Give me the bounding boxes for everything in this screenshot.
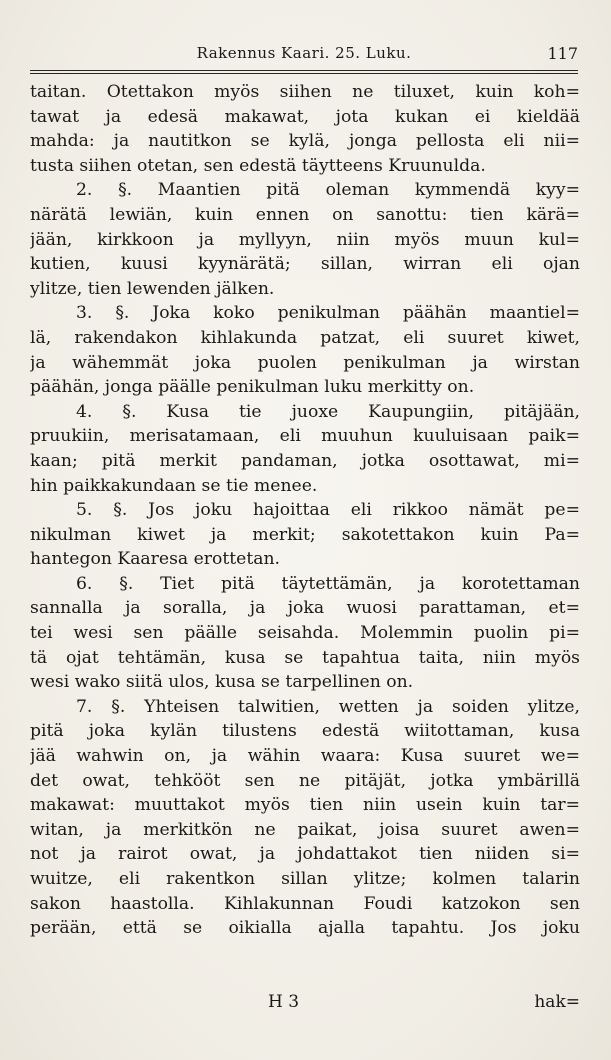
text-line: ylitze, tien lewenden jälken. — [30, 278, 275, 299]
paragraph-start-2: 2. §. Maantien pitä oleman kymmendä kyy= — [76, 180, 580, 201]
body-text — [30, 80, 580, 941]
text-line: taitan. Otettakon myös siihen ne tiluxet, kuin koh= — [30, 82, 580, 102]
text-line: sannalla ja soralla, ja joka wuosi parattaman, et= — [30, 598, 580, 619]
text-line: tusta siihen otetan, sen edestä täytteens Kruunulda. — [30, 155, 486, 176]
page-header — [30, 44, 578, 66]
text-line: ja wähemmät joka puolen penikulman ja wirstan — [30, 352, 580, 373]
catchword: hak= — [534, 992, 580, 1012]
text-line: witan, ja merkitkön ne paikat, joisa suuret awen= — [30, 819, 580, 840]
paragraph-start-6: 6. §. Tiet pitä täytettämän, ja korotettaman — [76, 573, 580, 594]
page-footer — [30, 992, 580, 1018]
text-line: jää wahwin on, ja wähin waara: Kusa suuret we= — [30, 746, 580, 767]
text-line: tä ojat tehtämän, kusa se tapahtua taita, niin myös — [30, 647, 580, 668]
paragraph-start-3: 3. §. Joka koko penikulman päähän maantiel= — [76, 303, 580, 324]
text-line: jään, kirkkoon ja myllyyn, niin myös muun kul= — [30, 229, 580, 250]
text-line: makawat: muuttakot myös tien niin usein kuin tar= — [30, 795, 580, 816]
text-line: tawat ja edesä makawat, jota kukan ei kieldää — [30, 106, 580, 127]
header-rule — [30, 70, 578, 71]
text-line: hin paikkakundaan se tie menee. — [30, 475, 318, 496]
text-line: päähän, jonga päälle penikulman luku merkitty on. — [30, 377, 475, 398]
text-line: kaan; pitä merkit pandaman, jotka osottawat, mi= — [30, 450, 580, 471]
text-line: lä, rakendakon kihlakunda patzat, eli suuret kiwet, — [30, 327, 580, 348]
text-line: nikulman kiwet ja merkit; sakotettakon kuin Pa= — [30, 524, 580, 545]
page-number: 117 — [547, 44, 578, 63]
text-line: pitä joka kylän tilustens edestä wiitottaman, kusa — [30, 721, 580, 742]
text-line: wuitze, eli rakentkon sillan ylitze; kolmen talarin — [30, 869, 580, 889]
text-line: not ja rairot owat, ja johdattakot tien niiden si= — [30, 844, 580, 865]
text-line: sakon haastolla. Kihlakunnan Foudi katzokon sen — [30, 893, 580, 914]
text-line: perään, että se oikialla ajalla tapahtu. Jos joku — [30, 918, 580, 939]
paragraph-start-4: 4. §. Kusa tie juoxe Kaupungiin, pitäjään, — [76, 401, 580, 422]
text-line: det owat, tehkööt sen ne pitäjät, jotka ymbärillä — [30, 770, 580, 791]
text-line: hantegon Kaaresa erottetan. — [30, 549, 281, 570]
text-line: närätä lewiän, kuin ennen on sanottu: tien kärä= — [30, 204, 580, 225]
text-line: pruukiin, merisatamaan, eli muuhun kuuluisaan paik= — [30, 426, 580, 447]
text-line: tei wesi sen päälle seisahda. Molemmin puolin pi= — [30, 623, 580, 644]
header-rule-thin — [30, 73, 578, 74]
text-line: mahda: ja nautitkon se kylä, jonga pellosta eli nii= — [30, 131, 580, 152]
paragraph-start-5: 5. §. Jos joku hajoittaa eli rikkoo nämät pe= — [76, 500, 580, 521]
text-line: kutien, kuusi kyynärätä; sillan, wirran eli ojan — [30, 254, 580, 275]
signature-mark: H 3 — [268, 992, 300, 1012]
paragraph-start-7: 7. §. Yhteisen talwitien, wetten ja soiden ylitze, — [76, 696, 580, 717]
running-head: Rakennus Kaari. 25. Luku. — [196, 44, 412, 62]
text-line: wesi wako siitä ulos, kusa se tarpellinen on. — [30, 672, 414, 693]
